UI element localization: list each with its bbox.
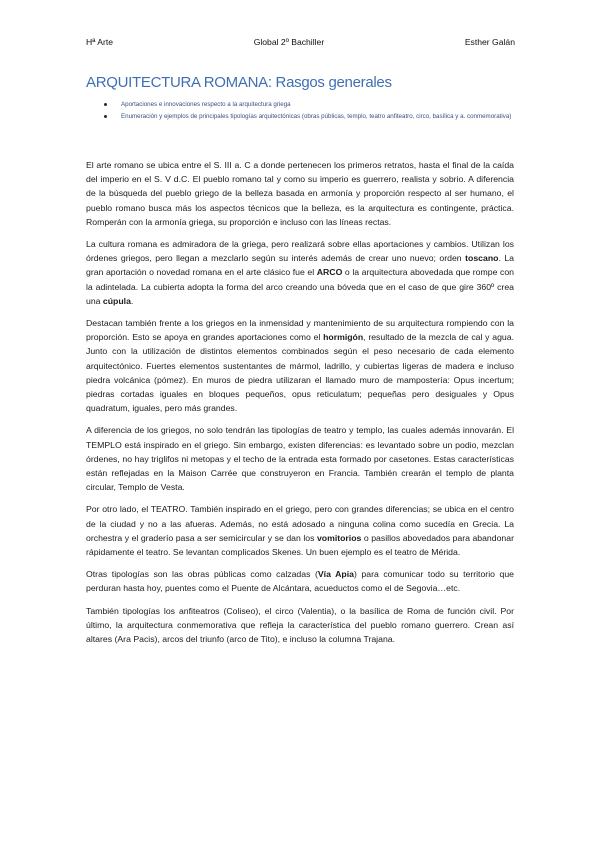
document-title: ARQUITECTURA ROMANA: Rasgos generales xyxy=(86,74,392,91)
term-toscano: toscano xyxy=(465,253,499,264)
term-arco: ARCO xyxy=(316,267,343,278)
paragraph-text: ) para comunicar todo su territorio que perduran hasta hoy, puentes como el Puente de Alcántara, acueductos como el de Segovia…etc. xyxy=(86,569,514,594)
paragraph-6 xyxy=(86,567,514,595)
paragraph-2 xyxy=(86,237,514,308)
list-item: Aportaciones e innovaciones respecto a la arquitectura griega xyxy=(104,100,519,109)
header-course: Global 2º Bachiller xyxy=(253,37,325,47)
paragraph-3 xyxy=(86,316,514,415)
list-item: Enumeración y ejemplos de principales tipologías arquitectónicas (obras públicas, templo, teatro anfiteatro, circo, basílica y a. conmemorativa) xyxy=(104,112,519,121)
paragraph-text: o pasillos abovedados para abandonar rápidamente el teatro. Se levantan complicados Skenes. Un buen ejemplo es el teatro de Mérida. xyxy=(86,532,514,558)
term-cupula: cúpula xyxy=(102,295,131,306)
document-body xyxy=(86,158,514,654)
paragraph-4: A diferencia de los griegos, no solo tendrán las tipologías de teatro y templo, las cuales además innovarán. El TEMPLO está inspirado en el griego. Sin embargo, existen diferencias: es levantado sobre un podio, mezclan órdenes, no hay triglifos ni metopas y el techo de la entrada esta formado por casetones. Estas características están reflejadas en la Maison Carrée que construyeron en Francia. También crearán el templo de planta circular, Templo de Vesta. xyxy=(86,425,514,493)
paragraph-text: Por otro lado, el TEATRO. También inspirado en el griego, pero con grandes diferencias; se ubica en el centro de la ciudad y no a las afueras. Además, no está adosado a ninguna colina como sucedía en Grecia. La orchestra y el graderío pasa a ser semicircular y se dan los xyxy=(86,504,514,543)
paragraph-text: , resultado de la mezcla de cal y agua. Junto con la utilización de distintos elementos combinados según el peso necesario de cada elemento arquitectónico. Fuertes elementos sustentantes de mármol, ladrillo, y cubiertas ligeras de madera e incluso piedra volcánica (pómez). En muros de piedra utilizaran el llamado muro de mampostería: Opus incertum; piedras cortadas iguales en bloques pequeños, opus reticulatum; pequeñas pero desiguales y Opus quadratum, iguales, pero más grandes. xyxy=(86,332,514,414)
term-via-apia: Vía Apia xyxy=(317,569,354,580)
term-vomitorios: vomitorios xyxy=(316,532,362,543)
paragraph-text: Destacan también frente a los griegos en la inmensidad y mantenimiento de su arquitectura rompiendo con la proporción. Esto se apoya en grandes aportaciones como el xyxy=(86,318,514,343)
paragraph-7: También tipologías los anfiteatros (Coliseo), el circo (Valentia), o la basílica de Roma de función civil. Por último, la arquitectura conmemorativa que refleja la característica del pueblo romano guerrero. Crean así altares (Ara Pacis), arcos del triunfo (arco de Tito), e incluso la columna Trajana. xyxy=(86,605,514,645)
paragraph-text: Otras tipologías son las obras públicas como calzadas ( xyxy=(86,569,318,580)
paragraph-text: La cultura romana es admiradora de la griega, pero realizará sobre ellas aportaciones y cambios. Utilizan los órdenes griegos, pero llegan a mezclarlo según su interés además de crear uno nuevo; orden xyxy=(86,239,514,264)
header-author: Esther Galán xyxy=(464,37,515,47)
paragraph-text: o la arquitectura abovedada que rompe con la adintelada. La cubierta adopta la forma del arco creando una bóveda que en el caso de que gire 360º crea una xyxy=(86,267,514,306)
paragraph-text: . La gran aportación o novedad romana en el arte clásico fue el xyxy=(86,253,514,278)
paragraph-1: El arte romano se ubica entre el S. III a. C a donde pertenecen los primeros retratos, hasta el final de la caída del imperio en el S. V d.C. El pueblo romano tal y como su imperio es guerrero, realista y sobrio. A diferencia de la búsqueda del pueblo griego de la belleza basada en armonía y proporción respecto al ser humano, el pueblo romano busca más los aspectos técnicos que la belleza, es la arquitectura es contingente, práctica. Romperán con la armonía griega, su proporción e incluso con las líneas rectas. xyxy=(86,160,514,227)
header-subject: Hª Arte xyxy=(86,37,114,47)
objectives-list xyxy=(104,100,519,125)
term-hormigon: hormigón xyxy=(323,332,364,343)
paragraph-text: . xyxy=(130,295,134,306)
paragraph-5 xyxy=(86,502,514,559)
page-header xyxy=(86,37,515,47)
